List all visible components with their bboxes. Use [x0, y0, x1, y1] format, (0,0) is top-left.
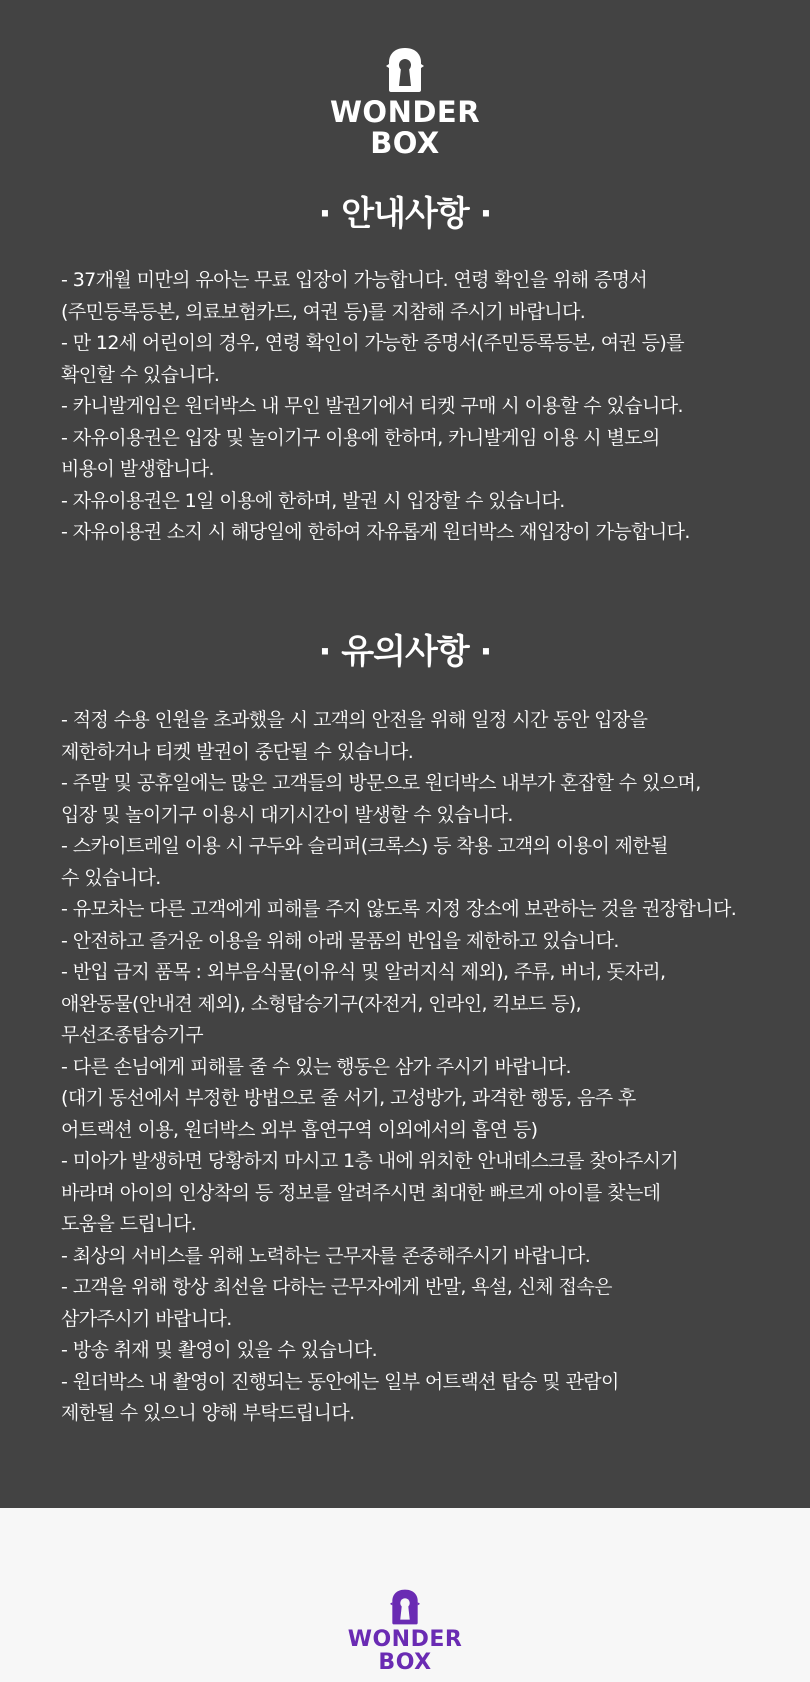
- wonderbox-logo-footer[interactable]: [0, 1588, 810, 1674]
- caution-list: [61, 705, 806, 1430]
- list-item: - 스카이트레일 이용 시 구두와 슬리퍼(크록스) 등 착용 고객의 이용이 제한될 수 있습니다.: [61, 835, 668, 889]
- list-item: - 원더박스 내 촬영이 진행되는 동안에는 일부 어트랙션 탑승 및 관람이 제한될 수 있으니 양해 부탁드립니다.: [61, 1370, 619, 1424]
- list-item: - 만 12세 어린이의 경우, 연령 확인이 가능한 증명서(주민등록등본, 여권 등)를 확인할 수 있습니다.: [61, 332, 685, 386]
- list-item: - 최상의 서비스를 위해 노력하는 근무자를 존중해주시기 바랍니다.: [61, 1244, 591, 1267]
- logo-wordmark-line1: WONDER: [329, 95, 481, 129]
- list-item: - 고객을 위해 항상 최선을 다하는 근무자에게 반말, 욕설, 신체 접속은 삼가주시기 바랍니다.: [61, 1276, 612, 1330]
- keyhole-icon: [385, 46, 425, 94]
- list-item: - 다른 손님에게 피해를 줄 수 있는 행동은 삼가 주시기 바랍니다. (대기 동선에서 부정한 방법으로 줄 서기, 고성방가, 과격한 행동, 음주 후 어트랙션 이용, 원더박스 외부 흡연구역 이외에서의 흡연 등): [61, 1055, 636, 1141]
- logo-wordmark-line2: BOX: [378, 1650, 432, 1675]
- list-item: - 자유이용권 소지 시 해당일에 한하여 자유롭게 원더박스 재입장이 가능합니다.: [61, 521, 690, 543]
- list-item: - 미아가 발생하면 당황하지 마시고 1층 내에 위치한 안내데스크를 찾아주시기 바라며 아이의 인상착의 등 정보를 알려주시면 최대한 빠르게 아이를 찾는데 도움을 드립니다.: [61, 1150, 679, 1235]
- logo-wordmark-line1: WONDER: [347, 1627, 463, 1652]
- info-list: [61, 265, 806, 549]
- list-item: - 적정 수용 인원을 초과했을 시 고객의 안전을 위해 일정 시간 동안 입장을 제한하거나 티켓 발권이 중단될 수 있습니다.: [61, 709, 648, 763]
- list-item: - 37개월 미만의 유아는 무료 입장이 가능합니다. 연령 확인을 위해 증명서 (주민등록등본, 의료보험카드, 여권 등)를 지참해 주시기 바랍니다.: [61, 269, 648, 323]
- info-section-title: · 안내사항 ·: [318, 194, 492, 234]
- list-item: - 자유이용권은 1일 이용에 한하며, 발권 시 입장할 수 있습니다.: [61, 489, 565, 512]
- wonderbox-logo: [0, 46, 810, 158]
- list-item: - 유모차는 다른 고객에게 피해를 주지 않도록 지정 장소에 보관하는 것을 권장합니다.: [61, 898, 737, 920]
- keyhole-icon: [389, 1588, 421, 1626]
- list-item: - 반입 금지 품목 : 외부음식물(이유식 및 알러지식 제외), 주류, 버너, 돗자리, 애완동물(안내견 제외), 소형탑승기구(자전거, 인라인, 킥보드 등), 무선조종탑승기구: [61, 961, 666, 1046]
- list-item: - 자유이용권은 입장 및 놀이기구 이용에 한하며, 카니발게임 이용 시 별도의 비용이 발생합니다.: [61, 426, 660, 480]
- list-item: - 카니발게임은 원더박스 내 무인 발권기에서 티켓 구매 시 이용할 수 있습니다.: [61, 395, 683, 417]
- list-item: - 방송 취재 및 촬영이 있을 수 있습니다.: [61, 1339, 378, 1361]
- logo-wordmark-line2: BOX: [370, 126, 440, 160]
- list-item: - 안전하고 즐거운 이용을 위해 아래 물품의 반입을 제한하고 있습니다.: [61, 929, 619, 952]
- caution-section-title: · 유의사항 ·: [318, 632, 492, 672]
- list-item: - 주말 및 공휴일에는 많은 고객들의 방문으로 원더박스 내부가 혼잡할 수 있으며, 입장 및 놀이기구 이용시 대기시간이 발생할 수 있습니다.: [61, 772, 701, 826]
